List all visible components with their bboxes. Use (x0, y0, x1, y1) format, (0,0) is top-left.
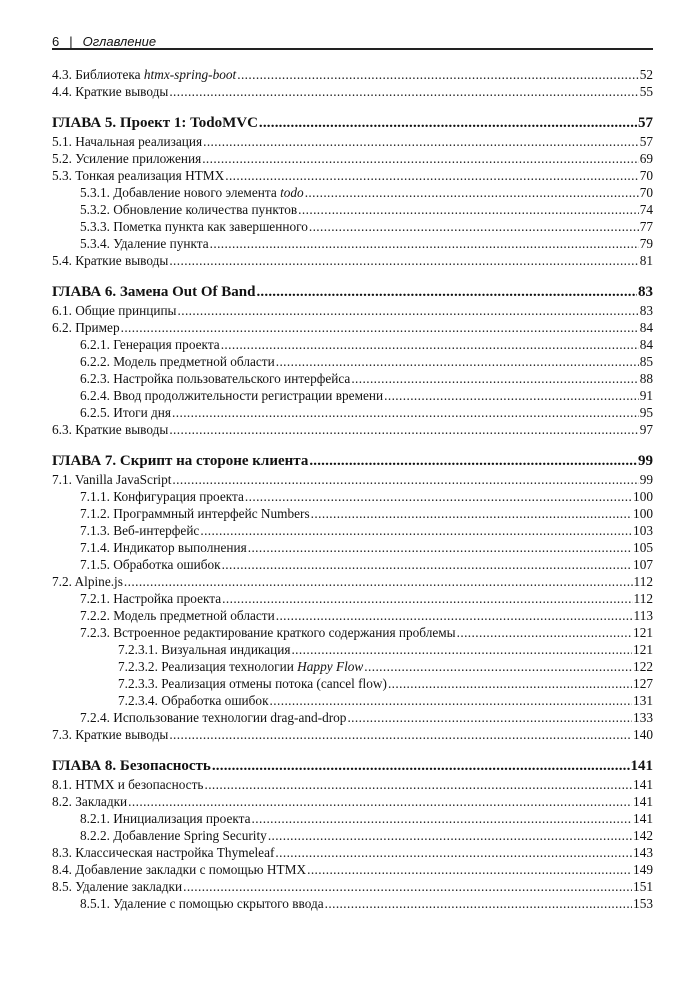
dot-leader (275, 844, 632, 861)
toc-entry-title: 7.1.5. Обработка ошибок (80, 557, 221, 572)
toc-page-number: 141 (633, 811, 653, 826)
toc-entry[interactable] (52, 675, 653, 692)
toc-entry[interactable] (52, 471, 653, 488)
toc-page-number: 141 (633, 777, 653, 792)
toc-page-number: 70 (639, 168, 653, 183)
toc-entry-title: 8.2.1. Инициализация проекта (80, 811, 251, 826)
dot-leader (276, 607, 633, 624)
dot-leader (256, 282, 637, 302)
toc-entry-title: 7.3. Краткие выводы (52, 727, 169, 742)
toc-entry-title: 7.1. Vanilla JavaScript (52, 472, 172, 487)
toc-entry[interactable] (52, 167, 653, 184)
toc-entry[interactable] (52, 878, 653, 895)
toc-entry[interactable] (52, 624, 653, 641)
dot-leader (252, 810, 633, 827)
toc-entry[interactable] (52, 658, 653, 675)
header-title: Оглавление (82, 33, 157, 49)
dot-leader (202, 150, 639, 167)
toc-chapter-entry[interactable] (52, 756, 653, 776)
toc-page-number: 55 (639, 84, 653, 99)
toc-entry[interactable] (52, 252, 653, 269)
dot-leader (309, 218, 639, 235)
table-of-contents (52, 66, 653, 912)
toc-entry[interactable] (52, 522, 653, 539)
toc-page-number: 97 (639, 422, 653, 437)
toc-entry[interactable] (52, 421, 653, 438)
dot-leader (169, 83, 638, 100)
toc-entry[interactable] (52, 505, 653, 522)
toc-page-number: 149 (633, 862, 653, 877)
toc-page-number: 142 (633, 828, 653, 843)
dot-leader (307, 861, 632, 878)
dot-leader (128, 793, 632, 810)
toc-entry[interactable] (52, 573, 653, 590)
toc-entry-title: 8.5. Удаление закладки (52, 879, 183, 894)
toc-entry-title: 5.3.4. Удаление пункта (80, 236, 209, 251)
toc-entry-title: 8.3. Классическая настройка Thymeleaf (52, 845, 275, 860)
toc-entry-title: 7.2.3.3. Реализация отмены потока (cancel flow) (118, 676, 387, 691)
toc-entry[interactable] (52, 793, 653, 810)
toc-page-number: 121 (633, 625, 653, 640)
dot-leader (347, 709, 632, 726)
toc-chapter-entry[interactable] (52, 451, 653, 471)
toc-entry-title: 7.1.3. Веб-интерфейс (80, 523, 200, 538)
toc-entry[interactable] (52, 692, 653, 709)
dot-leader (172, 471, 638, 488)
toc-entry-title: 4.4. Краткие выводы (52, 84, 169, 99)
toc-entry-title: 5.4. Краткие выводы (52, 253, 169, 268)
toc-page-number: 103 (633, 523, 653, 538)
toc-page-number: 84 (639, 337, 653, 352)
toc-entry[interactable] (52, 844, 653, 861)
toc-chapter-entry[interactable] (52, 282, 653, 302)
dot-leader (121, 319, 639, 336)
toc-entry[interactable] (52, 861, 653, 878)
toc-entry-title: 6.2.3. Настройка пользовательского интерфейса (80, 371, 351, 386)
toc-page-number: 84 (639, 320, 653, 335)
section-gap (52, 438, 653, 451)
toc-entry-title: 6.2.5. Итоги дня (80, 405, 172, 420)
dot-leader (291, 641, 632, 658)
toc-page-number: 69 (639, 151, 653, 166)
toc-page-number: 57 (639, 134, 653, 149)
toc-page-number: 105 (633, 540, 653, 555)
toc-entry[interactable] (52, 133, 653, 150)
dot-leader (203, 133, 639, 150)
toc-entry-title: 6.2.1. Генерация проекта (80, 337, 220, 352)
dot-leader (311, 505, 632, 522)
toc-page-number: 88 (639, 371, 653, 386)
toc-entry[interactable] (52, 201, 653, 218)
toc-page-number: 77 (639, 219, 653, 234)
dot-leader (222, 590, 632, 607)
toc-entry-title: 7.2. Alpine.js (52, 574, 123, 589)
toc-page-number: 83 (638, 284, 653, 300)
toc-entry[interactable] (52, 83, 653, 100)
dot-leader (364, 658, 632, 675)
toc-entry-title: 8.2.2. Добавление Spring Security (80, 828, 267, 843)
toc-entry[interactable] (52, 590, 653, 607)
toc-entry-title: 4.3. Библиотека htmx-spring-boot (52, 67, 237, 82)
toc-page-number: 74 (639, 202, 653, 217)
toc-entry-title: 5.3.2. Обновление количества пунктов (80, 202, 298, 217)
toc-entry[interactable] (52, 488, 653, 505)
toc-entry[interactable] (52, 370, 653, 387)
toc-entry[interactable] (52, 235, 653, 252)
toc-entry[interactable] (52, 776, 653, 793)
toc-entry[interactable] (52, 353, 653, 370)
toc-page-number: 99 (638, 453, 653, 469)
toc-entry-title: 5.1. Начальная реализация (52, 134, 203, 149)
toc-page-number: 91 (639, 388, 653, 403)
dot-leader (298, 201, 639, 218)
dot-leader (388, 675, 632, 692)
toc-page-number: 79 (639, 236, 653, 251)
dot-leader (325, 895, 632, 912)
toc-entry-title: 5.3. Тонкая реализация HTMX (52, 168, 225, 183)
dot-leader (245, 488, 632, 505)
toc-entry[interactable] (52, 607, 653, 624)
toc-page-number: 83 (639, 303, 653, 318)
dot-leader (169, 421, 638, 438)
toc-page-number: 112 (633, 574, 653, 589)
toc-entry-title: ГЛАВА 8. Безопасность (52, 758, 211, 774)
header-separator: | (69, 33, 73, 49)
dot-leader (212, 756, 630, 776)
toc-entry[interactable] (52, 302, 653, 319)
toc-entry[interactable] (52, 218, 653, 235)
toc-entry-title: 6.2.2. Модель предметной области (80, 354, 275, 369)
dot-leader (309, 451, 637, 471)
toc-entry-title: 7.2.4. Использование технологии drag-and-drop (80, 710, 347, 725)
toc-entry-title: 6.3. Краткие выводы (52, 422, 169, 437)
dot-leader (237, 66, 638, 83)
dot-leader (457, 624, 632, 641)
toc-entry[interactable] (52, 895, 653, 912)
toc-page-number: 133 (633, 710, 653, 725)
toc-entry[interactable] (52, 556, 653, 573)
toc-entry-title: ГЛАВА 6. Замена Out Of Band (52, 284, 256, 300)
dot-leader (221, 336, 639, 353)
dot-leader (384, 387, 639, 404)
toc-page-number: 99 (639, 472, 653, 487)
dot-leader (169, 726, 632, 743)
toc-entry-title: 7.2.1. Настройка проекта (80, 591, 222, 606)
toc-page-number: 141 (633, 794, 653, 809)
toc-page-number: 140 (633, 727, 653, 742)
toc-page-number: 95 (639, 405, 653, 420)
toc-entry[interactable] (52, 641, 653, 658)
toc-entry[interactable] (52, 709, 653, 726)
toc-entry[interactable] (52, 404, 653, 421)
toc-entry[interactable] (52, 184, 653, 201)
dot-leader (124, 573, 633, 590)
toc-page-number: 131 (633, 693, 653, 708)
toc-page-number: 122 (633, 659, 653, 674)
header-rule (52, 48, 653, 50)
toc-entry-title: 8.1. HTMX и безопасность (52, 777, 204, 792)
toc-page-number: 100 (633, 489, 653, 504)
dot-leader (305, 184, 639, 201)
dot-leader (169, 252, 638, 269)
dot-leader (270, 692, 633, 709)
toc-page-number: 70 (639, 185, 653, 200)
toc-entry[interactable] (52, 810, 653, 827)
toc-page-number: 57 (638, 115, 653, 131)
dot-leader (183, 878, 632, 895)
toc-chapter-entry[interactable] (52, 113, 653, 133)
toc-entry-title: 5.2. Усиление приложения (52, 151, 202, 166)
toc-entry[interactable] (52, 387, 653, 404)
toc-entry-title: 5.3.1. Добавление нового элемента todo (80, 185, 304, 200)
toc-entry-title: 8.2. Закладки (52, 794, 128, 809)
dot-leader (276, 353, 639, 370)
dot-leader (178, 302, 639, 319)
toc-entry-title: 6.1. Общие принципы (52, 303, 177, 318)
toc-entry-title: 8.4. Добавление закладки с помощью HTMX (52, 862, 307, 877)
toc-entry-title: 7.2.3.4. Обработка ошибок (118, 693, 269, 708)
dot-leader (172, 404, 639, 421)
dot-leader (225, 167, 638, 184)
toc-page-number: 85 (639, 354, 653, 369)
dot-leader (268, 827, 632, 844)
toc-entry[interactable] (52, 336, 653, 353)
toc-page-number: 121 (633, 642, 653, 657)
dot-leader (248, 539, 632, 556)
toc-page-number: 141 (630, 758, 653, 774)
toc-entry[interactable] (52, 827, 653, 844)
toc-page-number: 153 (633, 896, 653, 911)
toc-entry-title: 7.2.2. Модель предметной области (80, 608, 275, 623)
toc-entry[interactable] (52, 150, 653, 167)
toc-entry-title: 7.2.3. Встроенное редактирование краткого содержания проблемы (80, 625, 456, 640)
toc-entry-title: ГЛАВА 7. Скрипт на стороне клиента (52, 453, 309, 469)
dot-leader (259, 113, 637, 133)
page-number: 6 (52, 33, 60, 49)
section-gap (52, 743, 653, 756)
toc-page-number: 81 (639, 253, 653, 268)
toc-entry-title: 7.1.2. Программный интерфейс Numbers (80, 506, 310, 521)
toc-entry-title: 8.5.1. Удаление с помощью скрытого ввода (80, 896, 324, 911)
toc-entry-title: 5.3.3. Пометка пункта как завершенного (80, 219, 308, 234)
section-gap (52, 269, 653, 282)
dot-leader (210, 235, 639, 252)
toc-entry-title: 7.2.3.2. Реализация технологии Happy Flow (118, 659, 364, 674)
dot-leader (222, 556, 632, 573)
dot-leader (351, 370, 638, 387)
toc-entry[interactable] (52, 539, 653, 556)
toc-entry[interactable] (52, 726, 653, 743)
toc-entry-title: 6.2.4. Ввод продолжительности регистрации времени (80, 388, 384, 403)
toc-page-number: 151 (633, 879, 653, 894)
toc-page-number: 143 (633, 845, 653, 860)
dot-leader (204, 776, 632, 793)
section-gap (52, 100, 653, 113)
toc-page-number: 52 (639, 67, 653, 82)
toc-page-number: 107 (633, 557, 653, 572)
dot-leader (200, 522, 632, 539)
toc-entry-title: 7.1.1. Конфигурация проекта (80, 489, 244, 504)
toc-entry[interactable] (52, 319, 653, 336)
toc-entry-title: 7.1.4. Индикатор выполнения (80, 540, 247, 555)
toc-entry-title: 7.2.3.1. Визуальная индикация (118, 642, 291, 657)
toc-page-number: 113 (633, 608, 653, 623)
toc-page-number: 127 (633, 676, 653, 691)
toc-entry-title: ГЛАВА 5. Проект 1: TodoMVC (52, 115, 258, 131)
toc-entry-title: 6.2. Пример (52, 320, 120, 335)
toc-page-number: 112 (633, 591, 653, 606)
toc-page-number: 100 (633, 506, 653, 521)
toc-entry[interactable] (52, 66, 653, 83)
